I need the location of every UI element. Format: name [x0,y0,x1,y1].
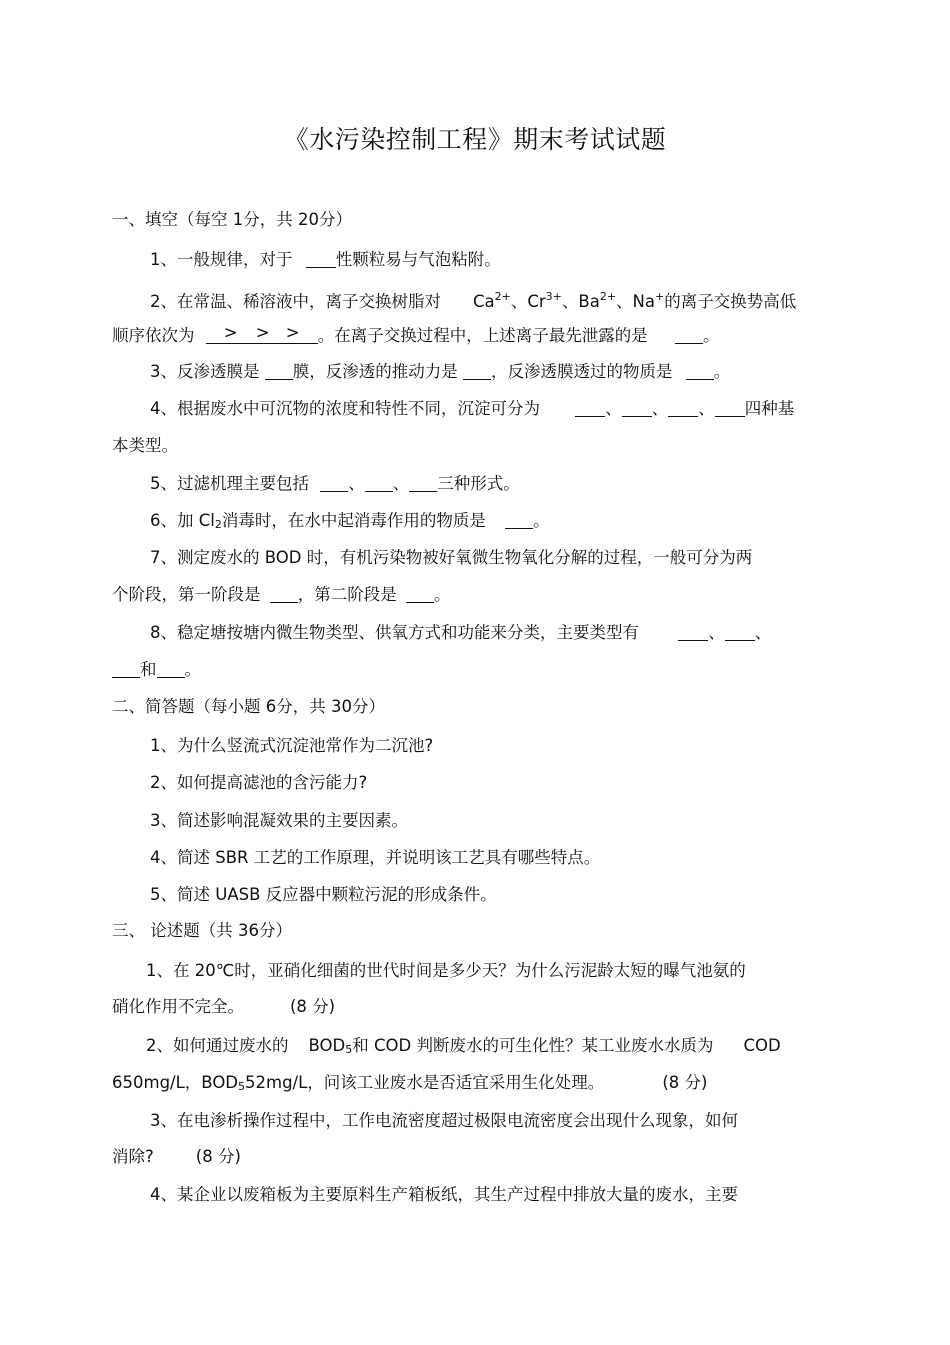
page-title: 《水污染控制工程》期末考试试题 [283,125,667,154]
question-3-1: 1、在 20℃时，亚硝化细菌的世代时间是多少天？为什么污泥龄太短的曝气池氨的 [146,961,746,980]
answer-blank [270,586,298,603]
answer-blank [575,400,605,417]
question-3-3: 3、在电渗析操作过程中，工作电流密度超过极限电流密度会出现什么现象，如何 [150,1111,738,1130]
answer-blank [265,363,293,380]
answer-blank [365,475,393,492]
question-2-4: 4、简述 SBR 工艺的工作原理，并说明该工艺具有哪些特点。 [150,848,601,867]
answer-blank [505,512,533,529]
section1-heading: 一、填空（每空 1分，共 20分） [112,210,352,229]
question-2-5: 5、简述 UASB 反应器中颗粒污泥的形成条件。 [150,885,497,904]
answer-blank [306,251,336,268]
question-1-8: 8、稳定塘按塘内微生物类型、供氧方式和功能来分类，主要类型有 、 、 [150,623,772,642]
question-3-3-cont: 消除? (8 分) [112,1147,241,1166]
question-1-6: 6、加 Cl2消毒时，在水中起消毒作用的物质是 。 [150,511,550,531]
answer-blank [409,475,437,492]
question-1-1: 1、一般规律，对于 性颗粒易与气泡粘附。 [150,250,501,269]
answer-blank [725,624,755,641]
answer-blank [622,400,652,417]
answer-blank [686,363,714,380]
answer-blank [157,661,185,678]
question-1-3: 3、反渗透膜是 膜，反渗透的推动力是 ，反渗透膜透过的物质是 。 [150,362,731,381]
answer-blank [668,400,698,417]
question-1-2-cont: 顺序依次为 > > > 。在离子交换过程中，上述离子最先泄露的是 。 [112,323,720,345]
answer-blank [678,624,708,641]
question-1-7: 7、测定废水的 BOD 时，有机污染物被好氧微生物氧化分解的过程，一般可分为两 [150,548,753,567]
question-1-7-cont: 个阶段，第一阶段是 ，第二阶段是 。 [112,585,451,604]
question-1-4-cont: 本类型。 [112,436,178,455]
section2-heading: 二、简答题（每小题 6分，共 30分） [112,697,385,716]
answer-blank [406,586,434,603]
question-2-1: 1、为什么竖流式沉淀池常作为二沉池? [150,736,434,755]
question-2-2: 2、如何提高滤池的含污能力? [150,773,368,792]
ordering-blank: > > > [206,323,318,344]
answer-blank [320,475,348,492]
question-1-5: 5、过滤机理主要包括 、 、 三种形式。 [150,474,520,493]
question-3-2-cont: 650mg/L，BOD552mg/L，问该工业废水是否适宜采用生化处理。 (8 分) [112,1073,708,1093]
answer-blank [463,363,491,380]
question-2-3: 3、简述影响混凝效果的主要因素。 [150,811,408,830]
section3-heading: 三、 论述题（共 36分） [112,921,292,940]
answer-blank [675,327,703,344]
question-3-4: 4、某企业以废箱板为主要原料生产箱板纸，其生产过程中排放大量的废水，主要 [150,1185,738,1204]
question-1-8-cont: 和 。 [112,659,201,681]
question-1-4: 4、根据废水中可沉物的浓度和特性不同，沉淀可分为 、 、 、 四种基 [150,399,795,418]
answer-blank [112,661,140,678]
question-3-1-cont: 硝化作用不完全。 (8 分) [112,997,336,1016]
answer-blank [715,400,745,417]
question-1-2: 2、在常温、稀溶液中，离子交换树脂对 $Ca^{2+}$、$Cr^{3+}$、$Ba^{2+}$、Na+的离子交换势高低 [150,290,797,311]
question-3-2: 2、如何通过废水的 BOD5和 COD 判断废水的可生化性？某工业废水水质为 COD [146,1036,781,1056]
